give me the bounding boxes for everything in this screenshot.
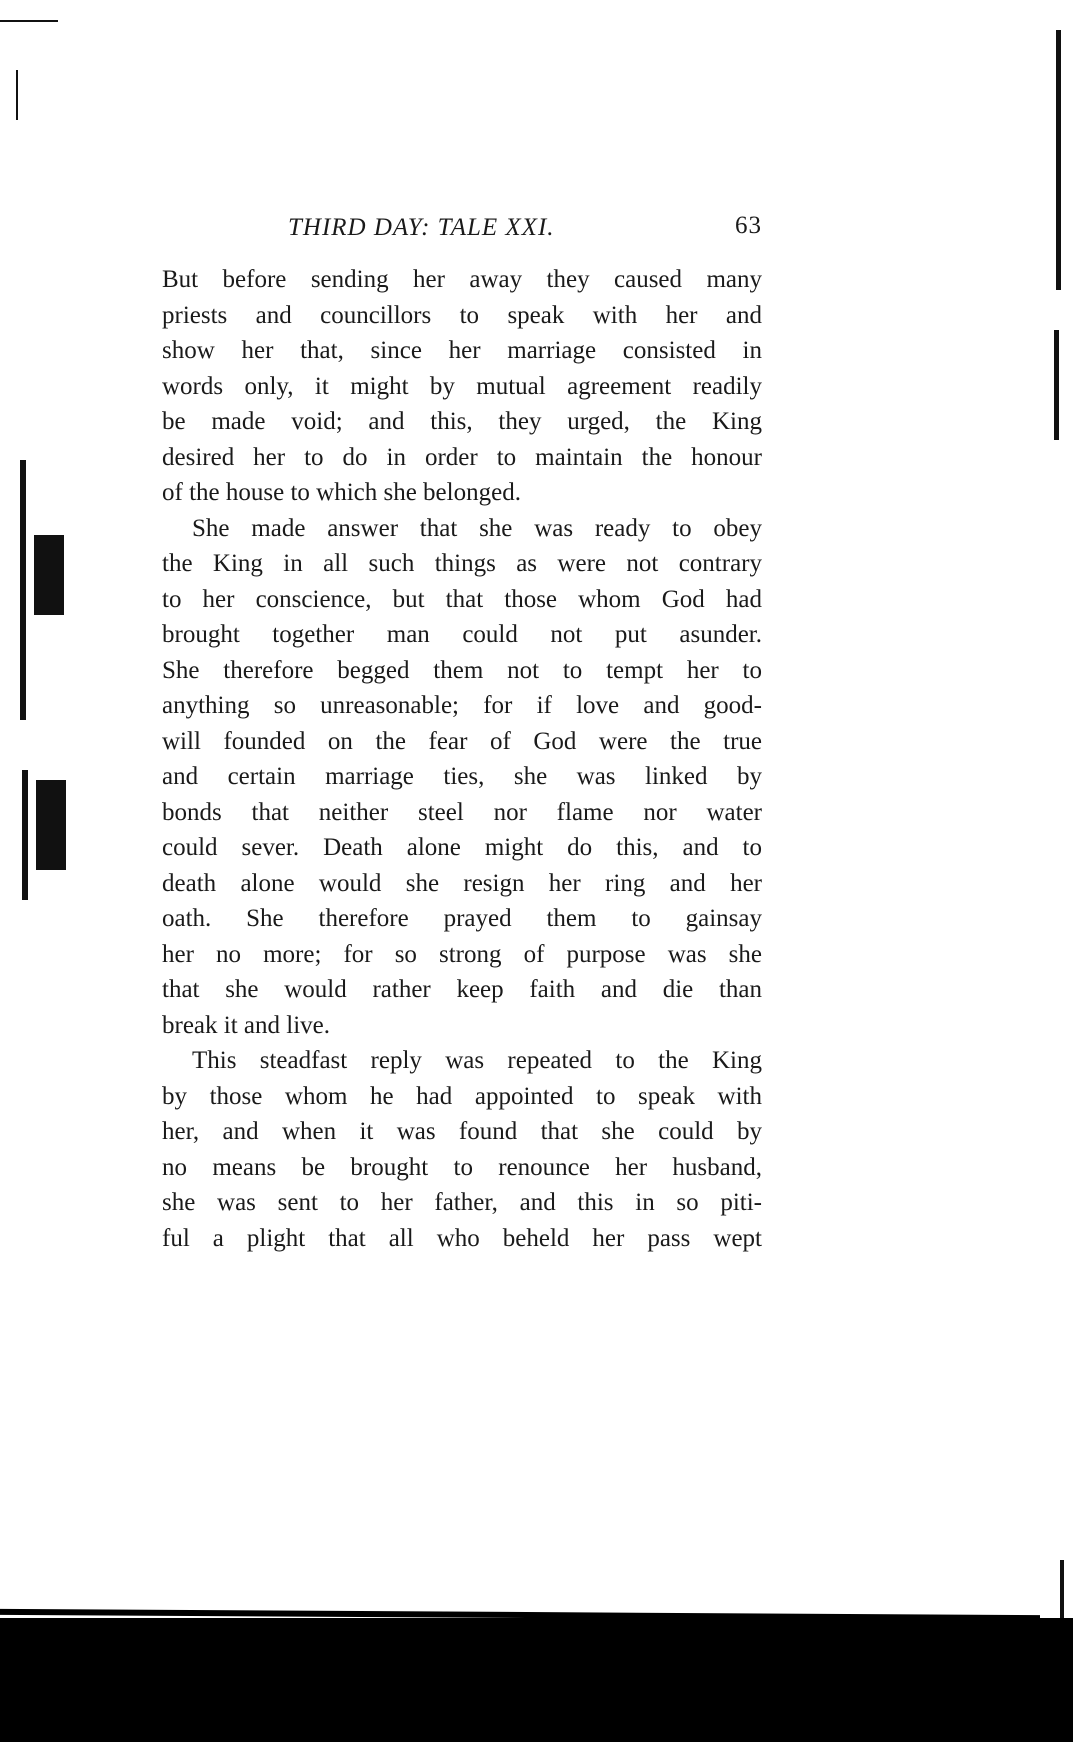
scan-artifact-left-line <box>16 70 18 120</box>
text-line: her no more; for so strong of purpose was she <box>162 940 762 968</box>
text-line: show her that, since her marriage consisted in <box>162 337 762 364</box>
scan-artifact-top-left <box>0 20 58 22</box>
text-line: ful a plight that all who beheld her pass wept <box>162 1224 762 1252</box>
scan-artifact-right-bar-2 <box>1054 330 1059 440</box>
text-line: she was sent to her father, and this in so piti- <box>162 1189 762 1216</box>
text-line: that she would rather keep faith and die than <box>162 976 762 1003</box>
running-header <box>162 212 762 252</box>
text-line: death alone would she resign her ring and her <box>162 869 762 897</box>
text-line: by those whom he had appointed to speak with <box>162 1082 762 1110</box>
text-line: oath. She therefore prayed them to gainsay <box>162 905 762 932</box>
scan-artifact-left-bar-2 <box>22 770 28 900</box>
paragraph-2 <box>162 511 762 1044</box>
text-line: brought together man could not put asunder. <box>162 621 762 648</box>
text-line: her, and when it was found that she could by <box>162 1118 762 1145</box>
scan-artifact-bottom-band <box>0 1618 1073 1742</box>
text-line: This steadfast reply was repeated to the King <box>192 1047 762 1074</box>
text-line: be made void; and this, they urged, the King <box>162 408 762 435</box>
text-line: to her conscience, but that those whom God had <box>162 585 762 613</box>
scan-artifact-left-bar-1 <box>20 460 26 720</box>
paragraph-1 <box>162 262 762 511</box>
text-line: and certain marriage ties, she was linked by <box>162 763 762 790</box>
page-number: 63 <box>735 212 762 239</box>
running-title: THIRD DAY: TALE XXI. <box>288 214 555 241</box>
text-line: the King in all such things as were not contrary <box>162 550 762 577</box>
scan-artifact-right-bar-3 <box>1060 1560 1064 1620</box>
text-line: She made answer that she was ready to obey <box>192 514 762 542</box>
text-line: She therefore begged them not to tempt her to <box>162 656 762 684</box>
text-line: bonds that neither steel nor flame nor water <box>162 798 762 826</box>
text-line: could sever. Death alone might do this, and to <box>162 834 762 861</box>
text-line: words only, it might by mutual agreement readily <box>162 372 762 400</box>
text-line: no means be brought to renounce her husband, <box>162 1153 762 1181</box>
scan-artifact-left-blot-2 <box>36 780 66 870</box>
text-line: desired her to do in order to maintain the honour <box>162 443 762 471</box>
text-line: will founded on the fear of God were the true <box>162 727 762 755</box>
text-line: break it and live. <box>162 1011 330 1039</box>
scan-artifact-left-blot-1 <box>34 535 64 615</box>
text-line: of the house to which she belonged. <box>162 479 521 506</box>
scan-artifact-right-bar-1 <box>1056 30 1061 290</box>
paragraph-3 <box>162 1043 762 1256</box>
body-text <box>162 262 762 1256</box>
text-line: But before sending her away they caused many <box>162 266 762 293</box>
text-line: anything so unreasonable; for if love and good- <box>162 692 762 719</box>
text-line: priests and councillors to speak with her and <box>162 301 762 329</box>
